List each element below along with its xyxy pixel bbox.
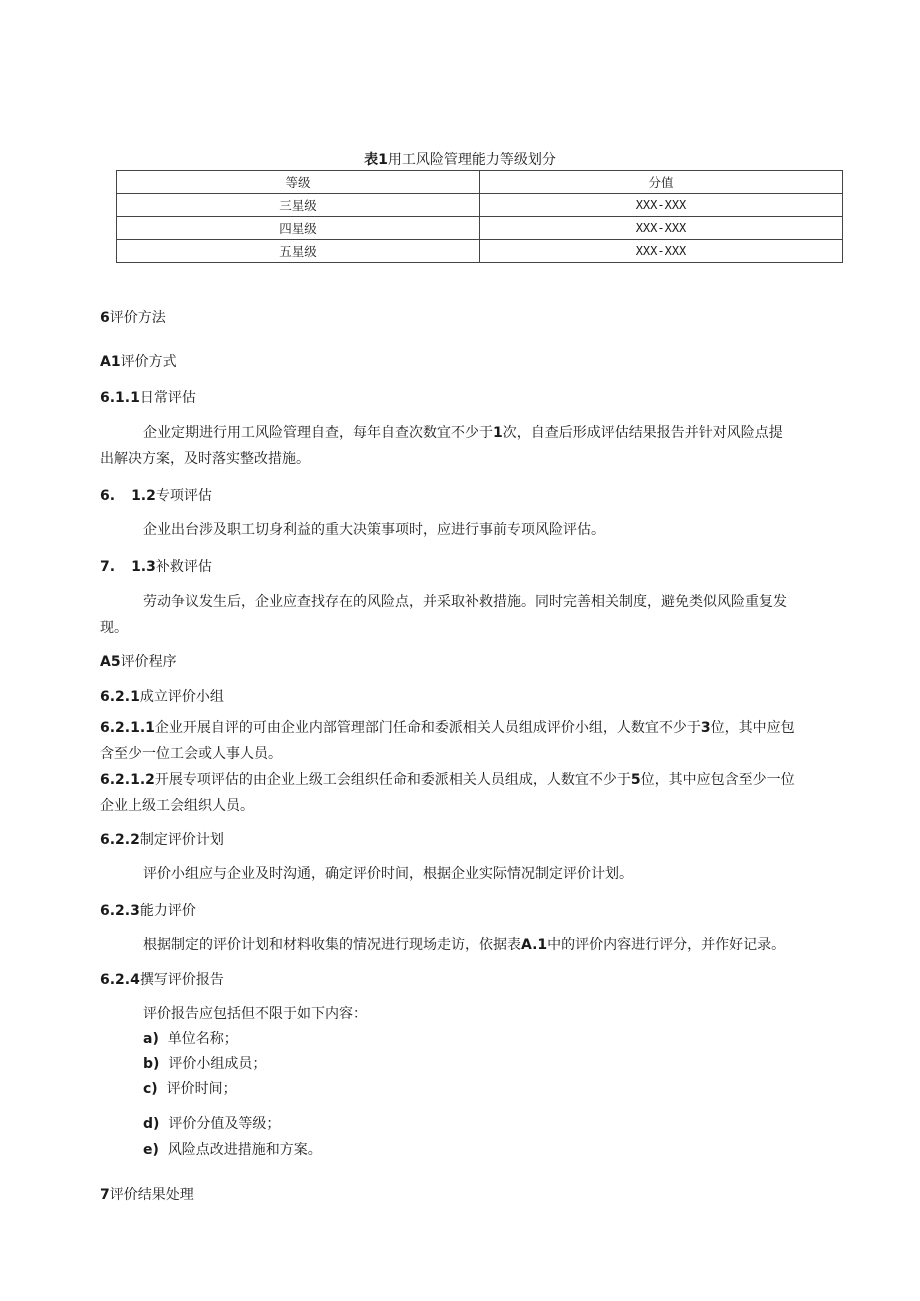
paragraph-6-2-1-1-line2: 含至少一位工会或人事人员。 xyxy=(100,746,282,762)
heading-a1: A1评价方式 xyxy=(100,354,177,370)
paragraph-6-1-1-line2: 出解决方案，及时落实整改措施。 xyxy=(100,451,310,467)
paragraph-6-1-2: 企业出台涉及职工切身利益的重大决策事项时，应进行事前专项风险评估。 xyxy=(143,522,605,538)
heading-6-1-1: 6.1.1日常评估 xyxy=(100,390,196,406)
heading-6-2-3: 6.2.3能力评价 xyxy=(100,903,196,919)
grade-cell: 四星级 xyxy=(117,217,480,240)
paragraph-6-2-1-1-line1: 6.2.1.1企业开展自评的可由企业内部管理部门任命和委派相关人员组成评价小组，人数宜不少于3位，其中应包 xyxy=(100,720,795,736)
table-row xyxy=(117,217,843,240)
list-item: e) 风险点改进措施和方案。 xyxy=(143,1142,322,1158)
heading-6-2-1: 6.2.1成立评价小组 xyxy=(100,689,224,705)
score-cell: XXX-XXX xyxy=(480,240,843,263)
paragraph-6-1-3-line2: 现。 xyxy=(100,620,128,636)
heading-7: 7评价结果处理 xyxy=(100,1187,194,1203)
table-row xyxy=(117,240,843,263)
table-row xyxy=(117,194,843,217)
paragraph-6-2-3: 根据制定的评价计划和材料收集的情况进行现场走访，依据表A.1中的评价内容进行评分，并作好记录。 xyxy=(143,937,786,953)
paragraph-6-2-1-2-line2: 企业上级工会组织人员。 xyxy=(100,798,254,814)
paragraph-6-1-3-line1: 劳动争议发生后，企业应查找存在的风险点，并采取补救措施。同时完善相关制度，避免类似风险重复发 xyxy=(143,594,787,610)
score-cell: XXX-XXX xyxy=(480,217,843,240)
header-score: 分值 xyxy=(480,171,843,194)
paragraph-6-1-1-line1: 企业定期进行用工风险管理自查，每年自查次数宜不少于1次，自查后形成评估结果报告并针对风险点提 xyxy=(143,425,783,441)
heading-a5: A5评价程序 xyxy=(100,654,177,670)
paragraph-6-2-4-intro: 评价报告应包括但不限于如下内容： xyxy=(143,1006,367,1022)
heading-6-2-2: 6.2.2制定评价计划 xyxy=(100,832,224,848)
grade-cell: 三星级 xyxy=(117,194,480,217)
table-header-row xyxy=(117,171,843,194)
list-item: d) 评价分值及等级； xyxy=(143,1116,281,1132)
list-item: a) 单位名称； xyxy=(143,1031,238,1047)
paragraph-6-2-1-2-line1: 6.2.1.2开展专项评估的由企业上级工会组织任命和委派相关人员组成，人数宜不少于5位，其中应包含至少一位 xyxy=(100,772,795,788)
heading-6: 6评价方法 xyxy=(100,310,166,326)
list-item: c) 评价时间； xyxy=(143,1081,237,1097)
paragraph-6-2-2: 评价小组应与企业及时沟通，确定评价时间，根据企业实际情况制定评价计划。 xyxy=(143,866,633,882)
heading-6-1-3: 7. 1.3补救评估 xyxy=(100,559,212,575)
list-item: b) 评价小组成员； xyxy=(143,1056,267,1072)
heading-6-2-4: 6.2.4撰写评价报告 xyxy=(100,972,224,988)
grade-cell: 五星级 xyxy=(117,240,480,263)
table-caption: 表1用工风险管理能力等级划分 xyxy=(364,152,556,168)
heading-6-1-2: 6. 1.2专项评估 xyxy=(100,488,212,504)
score-cell: XXX-XXX xyxy=(480,194,843,217)
header-grade: 等级 xyxy=(117,171,480,194)
grade-table xyxy=(116,170,843,263)
